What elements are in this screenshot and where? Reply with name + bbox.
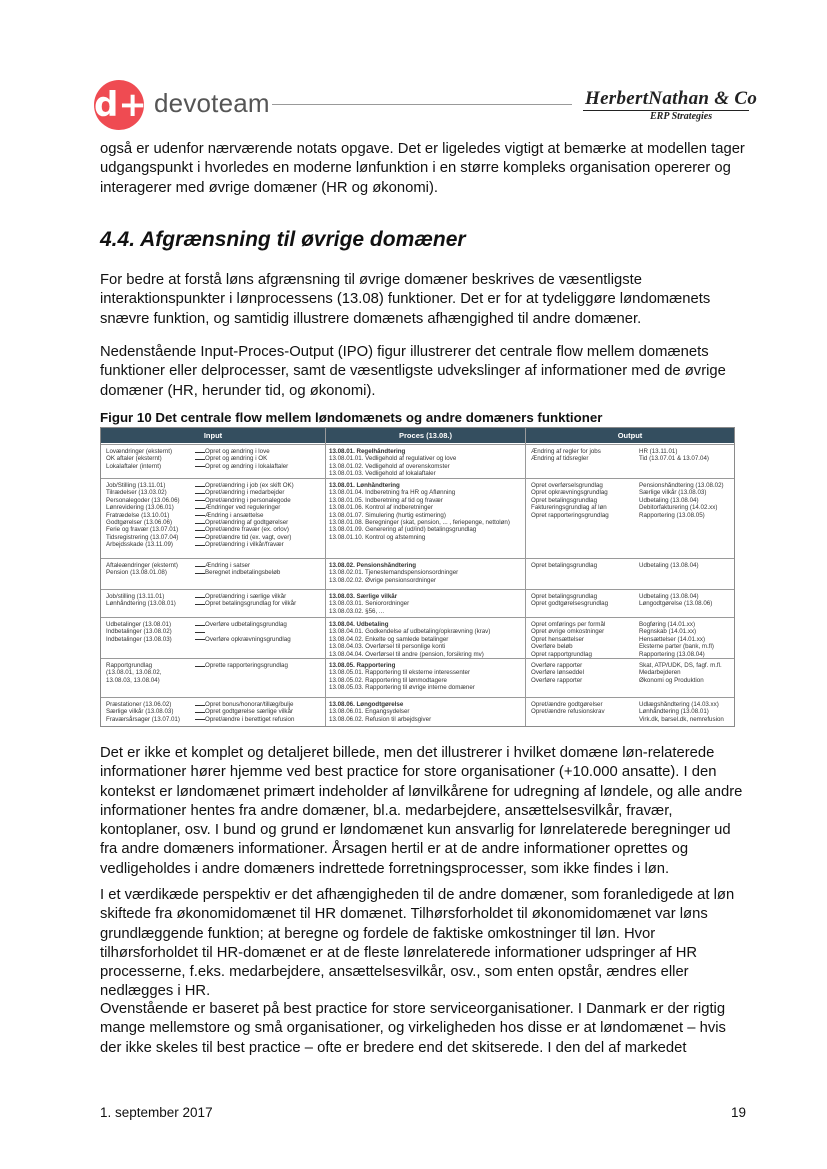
ipo-row <box>101 478 734 559</box>
flow-arrow-icon <box>195 523 205 524</box>
input-source: Præstationer (13.06.02) Særlige vilkår (13.08.03) Fraværsårsager (13.07.01) <box>106 701 180 723</box>
ipo-figure <box>100 427 735 727</box>
flow-arrow-icon <box>195 530 205 531</box>
header-process: Proces (13.08.) <box>326 428 525 443</box>
flow-arrow-icon <box>195 459 205 460</box>
output-action: Overføre rapporter Overføre lønseddel Overføre rapporter <box>531 662 584 684</box>
flow-arrow-icon <box>195 639 205 640</box>
input-source: Job/stilling (13.11.01) Lønhåndtering (13.08.01) <box>106 593 176 608</box>
input-action: Ændring i satser Beregnet indbetalingsbeløb <box>205 562 281 577</box>
ipo-row <box>101 697 734 727</box>
flow-arrow-icon <box>195 508 205 509</box>
flow-arrow-icon <box>195 466 205 467</box>
output-destination: Pensionshåndtering (13.08.02) Særlige vilkår (13.08.03) Udbetaling (13.08.04) Debitorfakturering (14.02.xx) Rapportering (13.08.05) <box>639 482 724 519</box>
process-steps: 13.08.03. Særlige vilkår 13.08.03.01. Seniorordninger 13.08.03.02. §56, ... <box>329 593 410 615</box>
output-action: Opret omførings per formål Opret øvrige omkostninger Opret hensættelser Overføre beløb Opret rapportgrundlag <box>531 621 606 658</box>
page-number: 19 <box>731 1105 747 1120</box>
output-action: Opret overførselsgrundlag Opret opkrævningsgrundlag Opret betalingsgrundlag Faktureringsgrundlag af løn Opret rapporteringsgrundlag <box>531 482 609 519</box>
logo-mark: d+ <box>94 85 147 125</box>
flow-arrow-icon <box>195 604 205 605</box>
input-source: Lovændringer (eksternt) OK aftaler (eksternt) Lokalaftaler (internt) <box>106 448 173 470</box>
output-destination: Udlægshåndtering (14.03.xx) Lønhåndtering (13.08.01) Virk.dk, barsel.dk, nemrefusion <box>639 701 724 723</box>
output-destination: Udbetaling (13.08.04) <box>639 562 699 569</box>
input-source: Rapportgrundlag (13.08.01, 13.08.02, 13.08.03, 13.08.04) <box>106 662 162 684</box>
output-destination: HR (13.11.01) Tid (13.07.01 & 13.07.04) <box>639 448 709 463</box>
flow-arrow-icon <box>195 597 205 598</box>
process-steps: 13.08.04. Udbetaling 13.08.04.01. Godkendelse af udbetaling/opkrævning (krav) 13.08.04.02. Enkelte og samlede betalinger 13.08.04.03. Overførsel til personlige konti 13.08.04.04. Overførsel til andre (pension, forsikring mv) <box>329 621 491 658</box>
ipo-row <box>101 589 734 618</box>
process-steps: 13.08.01. Regelhåndtering 13.08.01.01. Vedligehold af regulativer og love 13.08.01.02. Vedligehold af overenskomster 13.08.01.03. Vedligehold af lokalaftaler <box>329 448 457 478</box>
output-action: Ændring af regler for jobs Ændring af tidsregler <box>531 448 601 463</box>
input-action: Opret bonus/honorar/tillæg/bulje Opret godtgørelse særlige vilkår Opret/ændre i berettiget refusion <box>205 701 295 723</box>
flow-arrow-icon <box>195 632 205 633</box>
input-action: Overføre udbetalingsgrundlag Overføre opkrævningsgrundlag <box>205 621 291 643</box>
ipo-row <box>101 617 734 659</box>
flow-arrow-icon <box>195 719 205 720</box>
process-steps: 13.08.01. Lønhåndtering 13.08.01.04. Indberetning fra HR og Aflønning 13.08.01.05. Indberetning af tid og fravær 13.08.01.06. Kontrol af indberetninger 13.08.01.07. Simulering (hurtig estimering) 13.08.01.08. Beregninger (skat, pension, ... , feriepenge, nettoløn) 13.08.01.09. Generering af (ud/ind) betalingsgrundlag 13.08.01.10. Kontrol og afstemning <box>329 482 510 541</box>
output-destination: Udbetaling (13.08.04) Løngodtgørelse (13.08.06) <box>639 593 713 608</box>
output-destination: Skat, ATP/UDK, DS, fagf. m.fl. Medarbejderen Økonomi og Produktion <box>639 662 722 684</box>
header-output: Output <box>526 428 734 443</box>
footer-date: 1. september 2017 <box>100 1105 213 1120</box>
flow-arrow-icon <box>195 566 205 567</box>
paragraph-2: Nedenstående Input-Proces-Output (IPO) figur illustrerer det centrale flow mellem domænets funktioner eller delprocesser, samt de væsentligste udvekslinger af informationer med de øvrige domæner (HR, herunder tid, og økonomi). <box>100 344 726 399</box>
paragraph-4: I et værdikæde perspektiv er det afhængigheden til de andre domæner, som foranledigede at løn skiftede fra økonomidomænet til HR domænet. Tilhørsforholdet til økonomidomænet var løns grundlæggende funktion; at beregne og fordele de faktiske omkostninger til løn. Hvor tilhørsforholdet til HR-domænet er at de fleste lønrelaterede informationer udspringer af HR processerne, f.eks. medarbejdere, ansættelsesvilkår, osv., som enten opstår, ændres eller nedlægges i HR. <box>100 887 735 1000</box>
output-destination: Bogføring (14.01.xx) Regnskab (14.01.xx) Hensættelser (14.01.xx) Eksterne parter (bank, m.fl) Rapportering (13.08.04) <box>639 621 714 658</box>
process-steps: 13.08.06. Løngodtgørelse 13.08.06.01. Engangsydelser 13.08.06.02. Refusion til arbejdsgiver <box>329 701 432 723</box>
flow-arrow-icon <box>195 545 205 546</box>
output-action: Opret betalingsgrundlag <box>531 562 598 569</box>
flow-arrow-icon <box>195 537 205 538</box>
flow-arrow-icon <box>195 493 205 494</box>
header-input: Input <box>101 428 325 443</box>
process-steps: 13.08.02. Pensionshåndtering 13.08.02.01. Tjenestemandspensionsordninger 13.08.02.02. Øvrige pensionsordninger <box>329 562 459 584</box>
devoteam-logo <box>94 80 147 130</box>
partner-tagline: ERP Strategies <box>650 111 713 122</box>
flow-arrow-icon <box>195 515 205 516</box>
flow-arrow-icon <box>195 500 205 501</box>
output-action: Opret/ændre godtgørelser Opret/ændre refusionskrav <box>531 701 605 716</box>
flow-arrow-icon <box>195 452 205 453</box>
input-action: Opret/ændring i job (ex skift OK) Opret/ændring i medarbejder Opret/ændring i personalegode Ændringer ved reguleringer Ændring i ansættelse Opret/ændring af godtgørelser Opret/ændre fravær (ex. orlov) Opret/ændre tid (ex. vagt, over) Opret/ændring i vilkår/fravær <box>205 482 294 549</box>
flow-arrow-icon <box>195 625 205 626</box>
output-action: Opret betalingsgrundlag Opret godtgørelsesgrundlag <box>531 593 609 608</box>
ipo-row <box>101 658 734 698</box>
header-divider <box>272 104 572 105</box>
flow-arrow-icon <box>195 573 205 574</box>
ipo-row <box>101 558 734 590</box>
input-action: Opret og ændring i love Opret og ændring i OK Opret og ændring i lokalaftaler <box>205 448 289 470</box>
process-steps: 13.08.05. Rapportering 13.08.05.01. Rapportering til eksterne interessenter 13.08.05.02. Rapportering til lønmodtagere 13.08.05.03. Rapportering til øvrige interne domæner <box>329 662 475 692</box>
input-action: Opret/ændring i særlige vilkår Opret betalingsgrundlag for vilkår <box>205 593 297 608</box>
input-action: Oprette rapporteringsgrundlag <box>205 662 288 669</box>
input-source: Job/Stilling (13.11.01) Tilrædelser (13.03.02) Personalegoder (13.06.06) Lønrevidering (13.06.01) Fratrædelse (13.10.01) Godtgørelser (13.06.06) Ferie og fravær (13.07.01) Tidsregistrering (13.07.04) Arbejdsskade (13.11.09) <box>106 482 180 549</box>
input-source: Aftaleændringer (eksternt) Pension (13.08.01.08) <box>106 562 178 577</box>
section-title: 4.4. Afgrænsning til øvrige domæner <box>100 228 466 251</box>
partner-logo: HerbertNathan & Co <box>585 88 758 109</box>
intro-paragraph: også er udenfor nærværende notats opgave. Det er ligeledes vigtigt at bemærke at modellen tager udgangspunkt i hvorledes en moderne lønfunktion i en større kompleks organisation opererer og interagerer med øvrige domæner (HR og økonomi). <box>100 141 745 196</box>
flow-arrow-icon <box>195 712 205 713</box>
flow-arrow-icon <box>195 666 205 667</box>
ipo-row <box>101 444 734 479</box>
flow-arrow-icon <box>195 705 205 706</box>
flow-arrow-icon <box>195 486 205 487</box>
paragraph-1: For bedre at forstå løns afgrænsning til øvrige domæner beskrives de væsentligste interaktionspunkter i lønprocessens (13.08) funktioner. Det er for at tydeliggøre løndomænets snævre funktion, og samtidig illustrere domænets afhængighed til andre domæner. <box>100 272 711 327</box>
brand-name: devoteam <box>154 88 270 118</box>
input-source: Udbetalinger (13.08.01) Indbetalinger (13.08.02) Indbetalinger (13.08.03) <box>106 621 172 643</box>
paragraph-3: Det er ikke et komplet og detaljeret billede, men det illustrerer i hvilket domæne løn-relaterede informationer hører hjemme ved best practice for store organisationer (+10.000 ansatte). I den kontekst er løndomænet primært indeholder af lønvilkårene for udregning af løndele, og alle andre informationer hentes fra andre domæner, bl.a. medarbejdere, ansættelsesvilkår, fravær, kontoplaner, osv. I bund og grund er løndomænet kun ansvarlig for lønrelaterede beregninger ud fra andre domæners informationer. Årsagen hertil er at de andre informationer oprettes og vedligeholdes i andre domæners indrettede forretningsprocesser, som ikke findes i løn. <box>100 745 743 877</box>
paragraph-5: Ovenstående er baseret på best practice for store serviceorganisationer. I Danmark er der rigtig mange mellemstore og små organisationer, og virkeligheden hos disse er at løndomænet – hvis der ikke skeles til best practice – ofte er bredere end det skitserede. I den del af markedet <box>100 1001 726 1056</box>
figure-caption: Figur 10 Det centrale flow mellem løndomænets og andre domæners funktioner <box>100 410 603 425</box>
